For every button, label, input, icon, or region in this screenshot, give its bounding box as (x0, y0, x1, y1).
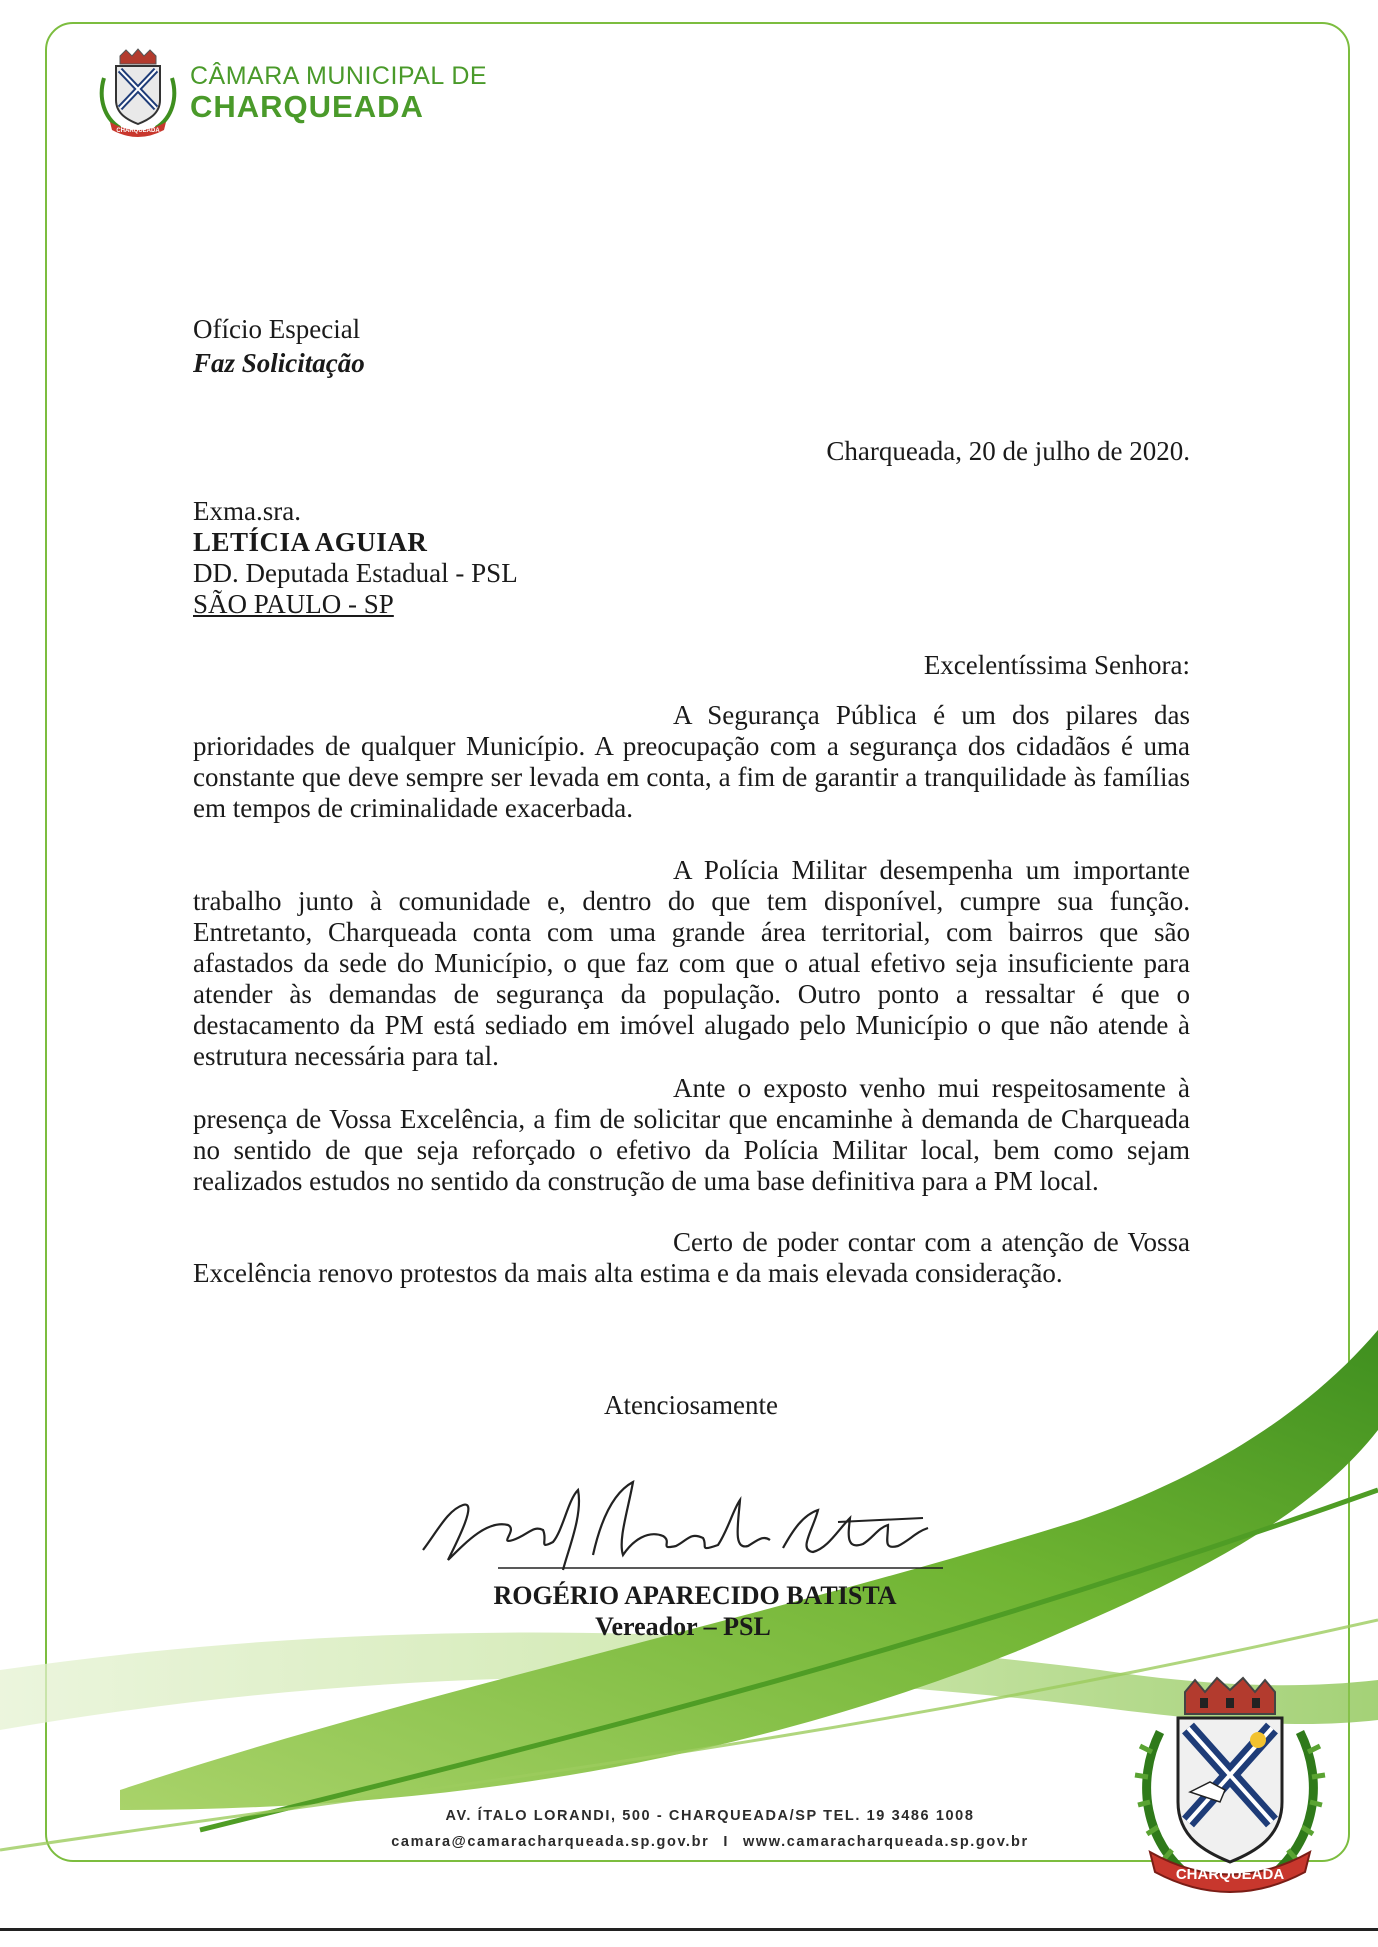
footer-website: www.camaracharqueada.sp.gov.br (743, 1834, 1029, 1850)
institution-name (190, 64, 487, 122)
footer-contacts (320, 1829, 1100, 1855)
body-paragraph-1: A Segurança Pública é um dos pilares das prioridades de qualquer Município. A preocupação com a segurança dos cidadãos é uma constante que deve sempre ser levada em conta, a fim de garantir a tranquilidade às famílias em tempos de criminalidade exacerbada. (193, 700, 1190, 823)
document-type: Ofício Especial (193, 314, 361, 344)
body-paragraph-3: Ante o exposto venho mui respeitosamente à presença de Vossa Excelência, a fim de solicitar que encaminhe à demanda de Charqueada no sentido de que seja reforçado o efetivo da Polícia Militar local, bem como sejam realizados estudos no sentido da construção de uma base definitiva para a PM local. (193, 1073, 1190, 1196)
recipient-title: DD. Deputada Estadual - PSL (193, 558, 518, 588)
footer-email: camara@camaracharqueada.sp.gov.br (391, 1834, 710, 1850)
closing: Atenciosamente (604, 1390, 778, 1420)
municipal-coat-of-arms-icon (98, 48, 178, 138)
bottom-rule (0, 1928, 1378, 1931)
recipient-name: LETÍCIA AGUIAR (193, 527, 428, 557)
municipal-coat-of-arms-large-icon (1130, 1672, 1330, 1902)
footer-address: AV. ÍTALO LORANDI, 500 - CHARQUEADA/SP TEL. 19 3486 1008 (445, 1808, 975, 1824)
recipient-city: SÃO PAULO - SP (193, 589, 394, 619)
document-date: Charqueada, 20 de julho de 2020. (826, 436, 1190, 466)
document-header (193, 312, 365, 380)
body-paragraph-4: Certo de poder contar com a atenção de Vossa Excelência renovo protestos da mais alta estima e da mais elevada consideração. (193, 1227, 1190, 1288)
crest-banner-text: CHARQUEADA (1175, 1866, 1285, 1883)
signer-role: Vereador – PSL (595, 1612, 771, 1641)
handwritten-signature (418, 1470, 958, 1580)
signer-name: ROGÉRIO APARECIDO BATISTA (493, 1581, 897, 1610)
recipient-greeting: Exma.sra. (193, 496, 301, 526)
letterhead-footer (320, 1803, 1100, 1855)
svg-text:CHARQUEADA: CHARQUEADA (116, 128, 160, 134)
institution-name-line1: CÂMARA MUNICIPAL DE (190, 62, 488, 90)
letterhead (98, 48, 487, 138)
footer-separator: I (723, 1834, 730, 1850)
institution-name-line2: CHARQUEADA (190, 89, 424, 124)
document-subject: Faz Solicitação (193, 348, 365, 378)
salutation: Excelentíssima Senhora: (923, 650, 1190, 680)
signer-block (0, 1580, 1378, 1642)
recipient-block (193, 496, 518, 620)
body-paragraph-2: A Polícia Militar desempenha um importante trabalho junto à comunidade e, dentro do que tem disponível, cumpre sua função. Entretanto, Charqueada conta com uma grande área territorial, com bairros que são afastados da sede do Município, o que faz com que o atual efetivo seja insuficiente para atender às demandas de segurança da população. Outro ponto a ressaltar é que o destacamento da PM está sediado em imóvel alugado pelo Município o que não atende à estrutura necessária para tal. (193, 855, 1190, 1071)
